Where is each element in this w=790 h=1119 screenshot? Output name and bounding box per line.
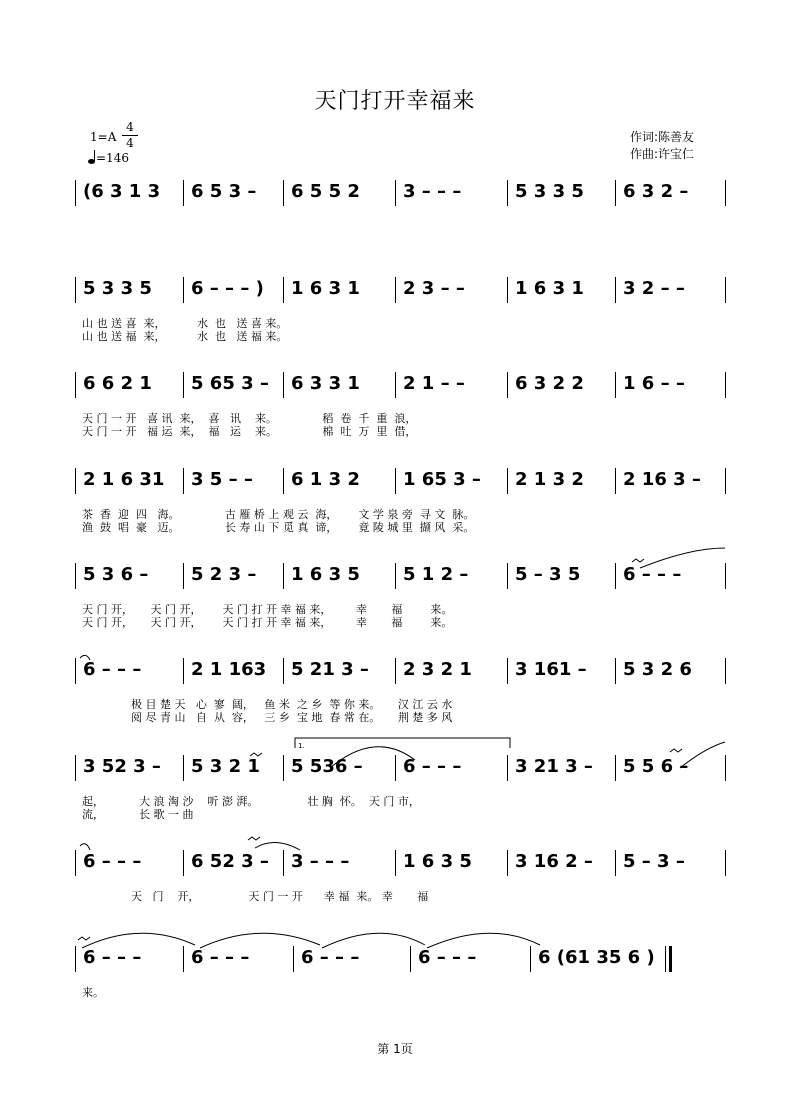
measure-notes: 3 2 – – [623,278,685,299]
bar-line [395,755,396,781]
measure-notes: 1 6 3 5 [403,851,472,872]
bar-line [615,658,616,684]
measure-notes: 6 – – – ) [191,278,264,299]
lyric-text: 天 门 开， 天 门 开， 天 门 打 开 幸 福 来， 幸 福 来。 [82,616,453,629]
measure-notes: 6 3 3 1 [291,373,360,394]
lyric-text: 极 目 楚 天 心 寥 阔， 鱼 米 之 乡 等 你 来。 汉 江 云 水 [82,698,453,711]
bar-line [75,563,76,589]
score-row [0,468,790,494]
measure-notes: 1 6 – – [623,373,685,394]
measure-notes: 2 3 2 1 [403,659,472,680]
measure-notes: 5 536 – [291,756,363,777]
bar-line [725,755,726,781]
bar-line [283,468,284,494]
bar-line [283,277,284,303]
bar-line [183,468,184,494]
measure-notes: 3 21 3 – [515,756,593,777]
measure-notes: 6 – – – [403,756,462,777]
bar-line [530,946,531,972]
lyric-text: 天 门 一 开 喜 讯 来， 喜 讯 来。 稻 卷 千 重 浪， [82,412,417,425]
bar-line [283,755,284,781]
lyric-text: 天 门 开， 天 门 一 开 幸 福 来。 幸 福 [82,890,429,903]
key-signature: 1=A [90,130,117,144]
bar-line [725,850,726,876]
measure-notes: 6 52 3 – [191,851,269,872]
bar-line [283,180,284,206]
bar-line [283,658,284,684]
bar-line [725,658,726,684]
measure-notes: 5 5 6 – [623,756,689,777]
bar-line [283,563,284,589]
measure-notes: 6 – – – [83,947,142,968]
bar-line [183,850,184,876]
lyric-text: 山 也 送 福 来， 水 也 送 福 来。 [82,330,288,343]
score-row [0,850,790,876]
composer-credit: 作曲:许宝仁 [630,147,695,161]
lyric-text: 茶 香 迎 四 海。 古 雁 桥 上 观 云 海， 文 学 泉 旁 寻 文 脉。 [82,508,475,521]
bar-line [507,755,508,781]
bar-line [183,277,184,303]
measure-notes: 3 – – – [291,851,350,872]
measure-notes: 6 1 3 2 [291,469,360,490]
measure-notes: 1 6 3 1 [515,278,584,299]
measure-notes: 3 5 – – [191,469,253,490]
bar-line [507,180,508,206]
bar-line [725,277,726,303]
bar-line [665,946,672,972]
bar-line [395,372,396,398]
measure-notes: 6 6 2 1 [83,373,152,394]
page-number: 第 1页 [377,1042,413,1056]
measure-notes: 1 6 3 5 [291,564,360,585]
bar-line [725,180,726,206]
measure-notes: 3 – – – [403,181,462,202]
bar-line [615,850,616,876]
measure-notes: 6 3 2 2 [515,373,584,394]
measure-notes: 5 3 6 – [83,564,149,585]
volta-label: 1. [298,742,305,750]
lyric-text: 天 门 开， 天 门 开， 天 门 打 开 幸 福 来， 幸 福 来。 [82,603,453,616]
lyric-text: 天 门 一 开 福 运 来， 福 运 来。 棉 吐 万 里 借， [82,425,417,438]
bar-line [395,468,396,494]
time-signature-top: 4 [126,120,134,134]
bar-line [183,658,184,684]
measure-notes: 2 1 163 [191,659,267,680]
bar-line [283,372,284,398]
lyric-text: 阅 尽 青 山 自 从 容， 三 乡 宝 地 春 常 在。 荆 楚 多 风 [82,711,453,724]
measure-notes: 5 1 2 – [403,564,469,585]
measure-notes: 2 1 3 2 [515,469,584,490]
measure-notes: 1 6 3 1 [291,278,360,299]
bar-line [183,372,184,398]
score-row [0,946,790,972]
measure-notes: 1 65 3 – [403,469,481,490]
measure-notes: 5 65 3 – [191,373,269,394]
measure-notes: 6 – – – [418,947,477,968]
bar-line [410,946,411,972]
measure-notes: 5 21 3 – [291,659,369,680]
bar-line [75,277,76,303]
bar-line [507,658,508,684]
score-row [0,180,790,206]
bar-line [615,372,616,398]
score-row [0,372,790,398]
bar-line [75,850,76,876]
tempo-marking [88,150,129,165]
time-signature [122,120,138,151]
bar-line [75,372,76,398]
measure-notes: 5 – 3 – [623,851,685,872]
bar-line [615,277,616,303]
bar-line [395,850,396,876]
score-row [0,277,790,303]
bar-line [725,468,726,494]
bar-line [283,850,284,876]
bar-line [395,658,396,684]
bar-line [507,372,508,398]
measure-notes: 5 – 3 5 [515,564,581,585]
measure-notes: 5 3 3 5 [83,278,152,299]
bar-line [183,755,184,781]
measure-notes: 6 – – – [83,659,142,680]
lyric-text: 山 也 送 喜 来， 水 也 送 喜 来。 [82,317,288,330]
bar-line [615,468,616,494]
bar-line [615,563,616,589]
bar-line [507,850,508,876]
measure-notes: 2 1 – – [403,373,465,394]
measure-notes: 3 161 – [515,659,587,680]
bar-line [507,277,508,303]
bar-line [183,180,184,206]
lyric-text: 流， 长 歌 一 曲 [82,808,194,821]
bar-line [75,658,76,684]
measure-notes: 6 – – – [191,947,250,968]
bar-line [395,563,396,589]
measure-notes: 6 – – – [301,947,360,968]
bar-line [293,946,294,972]
bar-line [183,946,184,972]
measure-notes: 6 5 3 – [191,181,257,202]
lyric-text: 起， 大 浪 淘 沙 听 澎 湃。 壮 胸 怀。 天 门 市， [82,795,420,808]
measure-notes: 5 3 3 5 [515,181,584,202]
measure-notes: 6 (61 35 6 ) [538,947,655,968]
lyric-text: 来。 [82,986,104,999]
bar-line [395,180,396,206]
bar-line [75,946,76,972]
score-row [0,658,790,684]
bar-line [507,468,508,494]
time-signature-bottom: 4 [122,135,138,151]
measure-notes: 2 1 6 31 [83,469,165,490]
lyricist-credit: 作词:陈善友 [630,130,695,144]
bar-line [507,563,508,589]
bar-line [615,755,616,781]
measure-notes: 6 3 2 – [623,181,689,202]
measure-notes: 6 – – – [623,564,682,585]
bar-line [725,372,726,398]
song-title: 天门打开幸福来 [314,89,476,114]
measure-notes: 2 16 3 – [623,469,701,490]
bar-line [75,468,76,494]
measure-notes: 3 16 2 – [515,851,593,872]
score-row [0,755,790,781]
bar-line [75,755,76,781]
measure-notes: 6 5 5 2 [291,181,360,202]
measure-notes: 2 3 – – [403,278,465,299]
measure-notes: 5 3 2 1 [191,756,260,777]
measure-notes: 6 – – – [83,851,142,872]
bar-line [395,277,396,303]
bar-line [615,180,616,206]
measure-notes: 3 52 3 – [83,756,161,777]
bar-line [75,180,76,206]
measure-notes: (6 3 1 3 [83,181,161,202]
quarter-note-icon [88,150,96,164]
measure-notes: 5 2 3 – [191,564,257,585]
measure-notes: 5 3 2 6 [623,659,692,680]
score-row [0,563,790,589]
tempo-value: =146 [96,151,129,165]
bar-line [725,563,726,589]
bar-line [183,563,184,589]
lyric-text: 渔 鼓 唱 豪 迈。 长 寿 山 下 觅 真 谛， 竟 陵 城 里 撷 风 采。 [82,521,475,534]
